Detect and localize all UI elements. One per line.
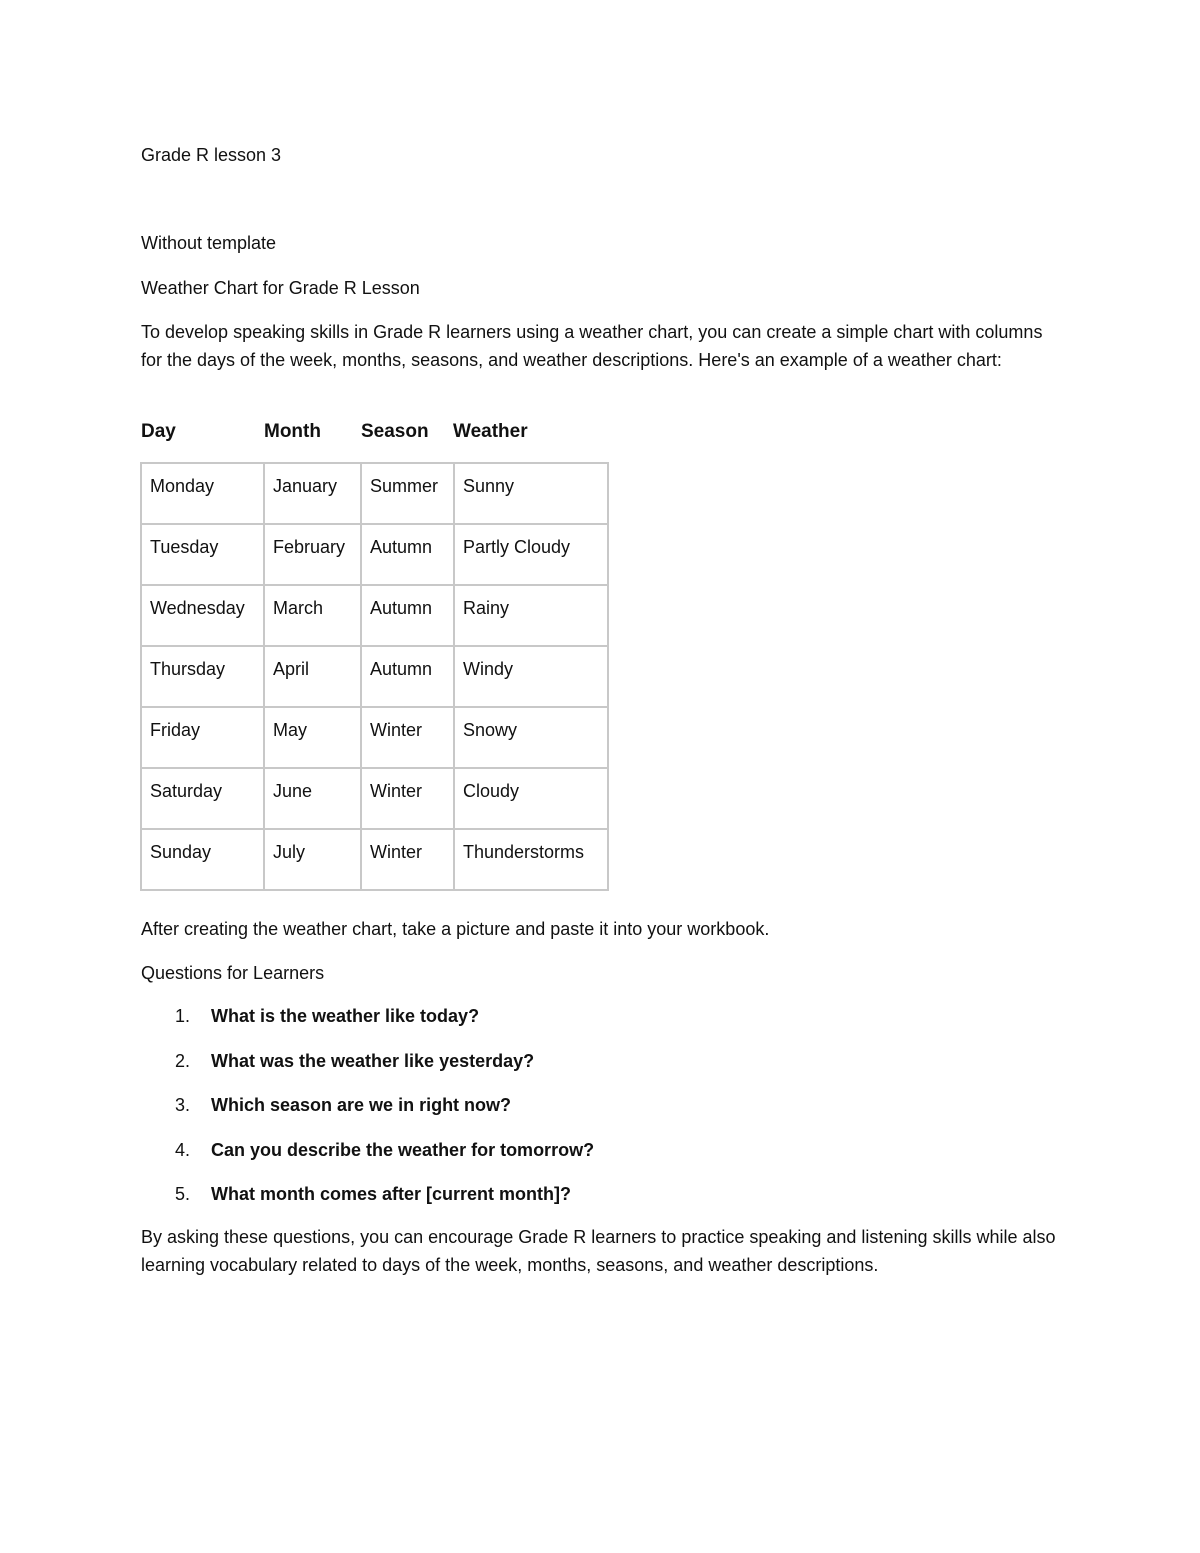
chart-heading: Weather Chart for Grade R Lesson	[141, 278, 420, 298]
cell-weather: Windy	[454, 646, 608, 707]
intro-paragraph: To develop speaking skills in Grade R learners using a weather chart, you can create a simple chart with columns for the days of the week, months, seasons, and weather descriptions. Here's an example of a weather chart:	[141, 322, 1043, 370]
table-row	[141, 829, 608, 890]
question-number: 1.	[175, 1006, 191, 1026]
list-item	[141, 1091, 1041, 1136]
cell-day: Friday	[141, 707, 264, 768]
cell-day: Tuesday	[141, 524, 264, 585]
header-season: Season	[361, 421, 429, 442]
question-text: Can you describe the weather for tomorrow?	[211, 1139, 595, 1160]
cell-weather: Thunderstorms	[454, 829, 608, 890]
cell-weather: Sunny	[454, 463, 608, 524]
cell-month: January	[264, 463, 361, 524]
cell-day: Monday	[141, 463, 264, 524]
question-text: What was the weather like yesterday?	[211, 1050, 535, 1071]
cell-month: February	[264, 524, 361, 585]
question-text: What month comes after [current month]?	[211, 1184, 572, 1204]
table-row	[141, 707, 608, 768]
table-row	[141, 463, 608, 524]
header-month: Month	[264, 421, 321, 442]
cell-day: Saturday	[141, 768, 264, 829]
cell-season: Winter	[361, 829, 454, 890]
cell-month: March	[264, 585, 361, 646]
cell-month: July	[264, 829, 361, 890]
list-item	[141, 1047, 1041, 1092]
lesson-title: Grade R lesson 3	[141, 145, 282, 165]
cell-season: Winter	[361, 768, 454, 829]
after-table-text: After creating the weather chart, take a picture and paste it into your workbook.	[141, 919, 770, 939]
closing-paragraph: By asking these questions, you can encourage Grade R learners to practice speaking and listening skills while also learning vocabulary related to days of the week, months, seasons, and weather descriptions.	[141, 1227, 1056, 1275]
cell-season: Summer	[361, 463, 454, 524]
table-row	[141, 585, 608, 646]
cell-day: Wednesday	[141, 585, 264, 646]
question-text: What is the weather like today?	[211, 1006, 480, 1026]
list-item	[141, 1136, 1041, 1181]
cell-season: Autumn	[361, 524, 454, 585]
header-weather: Weather	[453, 421, 528, 442]
cell-month: June	[264, 768, 361, 829]
question-number: 4.	[175, 1139, 191, 1160]
list-item	[141, 1002, 1041, 1047]
cell-month: April	[264, 646, 361, 707]
cell-weather: Partly Cloudy	[454, 524, 608, 585]
cell-month: May	[264, 707, 361, 768]
weather-table	[140, 462, 609, 891]
table-row	[141, 524, 608, 585]
question-text: Which season are we in right now?	[211, 1095, 512, 1115]
table-row	[141, 646, 608, 707]
cell-season: Autumn	[361, 646, 454, 707]
cell-season: Winter	[361, 707, 454, 768]
question-number: 5.	[175, 1184, 191, 1204]
cell-weather: Rainy	[454, 585, 608, 646]
subtitle: Without template	[141, 233, 277, 253]
cell-weather: Snowy	[454, 707, 608, 768]
cell-day: Sunday	[141, 829, 264, 890]
cell-day: Thursday	[141, 646, 264, 707]
cell-weather: Cloudy	[454, 768, 608, 829]
question-number: 2.	[175, 1050, 191, 1071]
questions-list	[141, 1002, 1041, 1225]
question-number: 3.	[175, 1095, 191, 1115]
cell-season: Autumn	[361, 585, 454, 646]
header-day: Day	[141, 421, 176, 442]
questions-heading: Questions for Learners	[141, 963, 325, 983]
table-row	[141, 768, 608, 829]
list-item	[141, 1180, 1041, 1225]
